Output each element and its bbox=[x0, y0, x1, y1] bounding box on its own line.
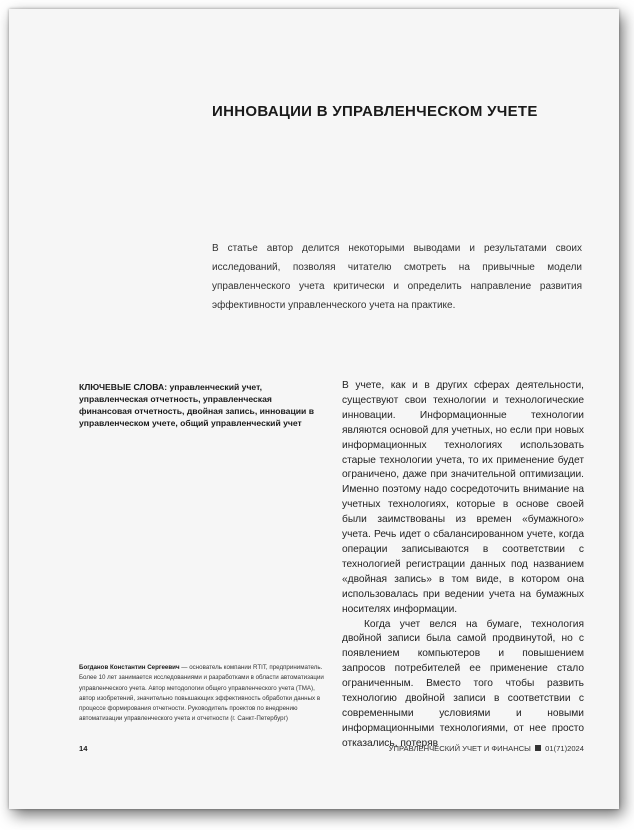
square-separator-icon bbox=[535, 745, 541, 751]
keywords-text: управленческий учет, управленческая отчетность, управленческая финансовая отчетность, двойная запись, инновации в управленческом учете, общий управленческий учет bbox=[79, 382, 314, 428]
article-abstract: В статье автор делится некоторыми выводами и результатами своих исследований, позволяя читателю смотреть на привычные модели управленческого учета критически и определить направление развития эффективности управленческого учета на практике. bbox=[212, 243, 582, 311]
body-paragraph: В учете, как и в других сферах деятельности, существуют свои технологии и технологические инновации. Информационные технологии являются основой для учетных, но если при новых информационных технологиях использовать старые технологии учета, то их применение будет ограничено, даже при значительной оптимизации. Именно поэтому надо сосредоточить внимание на учетных технологиях, которые в основе своей были заимствованы из времен «бумажного» учета. Речь идет о сбалансированном учете, когда операции записываются в соответствии с технологией регистрации данных под названием «двойная запись» в том виде, в котором она использовалась при ведении учета на бумажных носителях информации. bbox=[342, 380, 584, 615]
journal-info bbox=[389, 744, 584, 753]
body-paragraph: Когда учет велся на бумаге, технология двойной записи была самой продвинутой, но с появлением компьютеров и повышением запросов потребителей ее применение стало ограниченным. Вместо того чтобы развить технологию двойной записи в соответствии с современными условиями и новыми информационными технологиями, от нее просто отказались, потеряв bbox=[342, 618, 584, 749]
article-title: ИННОВАЦИИ В УПРАВЛЕНЧЕСКОМ УЧЕТЕ bbox=[212, 103, 538, 120]
author-bio: — основатель компании RTIT, предприниматель. Более 10 лет занимается исследованиями и разработками в области автоматизации управленческого учета. Автор методологии общего управленческого учета (TMA), автор изобретений, значительно повышающих эффективность обработки данных в процессе формирования отчетности. Руководитель проектов по внедрению автоматизации управленческого учета и отчетности (г. Санкт-Петербург) bbox=[79, 664, 324, 723]
keywords-label: КЛЮЧЕВЫЕ СЛОВА: bbox=[79, 382, 168, 392]
author-info bbox=[79, 663, 324, 725]
keywords-block bbox=[79, 381, 319, 429]
author-name: Богданов Константин Сергеевич bbox=[79, 664, 180, 671]
article-body bbox=[342, 379, 584, 752]
journal-page bbox=[9, 9, 619, 809]
journal-issue: 01(71)2024 bbox=[545, 744, 584, 753]
journal-name: УПРАВЛЕНЧЕСКИЙ УЧЕТ И ФИНАНСЫ bbox=[388, 744, 531, 753]
page-number: 14 bbox=[79, 744, 88, 753]
